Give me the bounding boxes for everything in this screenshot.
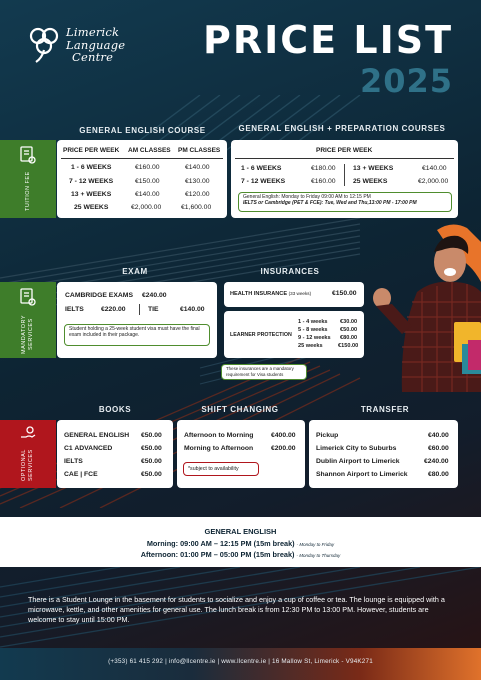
health-insurance-row bbox=[224, 282, 364, 307]
transfer-price: €240.00 bbox=[424, 458, 449, 465]
col-price-per-week: PRICE PER WEEK bbox=[63, 147, 120, 154]
morning-schedule bbox=[0, 539, 481, 548]
table-cell-pm: €140.00 bbox=[185, 164, 210, 171]
class-schedule bbox=[0, 517, 481, 567]
book-price: €50.00 bbox=[141, 471, 162, 478]
learner-row-price: €30.00 bbox=[340, 319, 358, 325]
insurance-table bbox=[224, 282, 364, 358]
book-price: €50.00 bbox=[141, 445, 162, 452]
table-cell-am: €2,000.00 bbox=[131, 204, 162, 211]
insurances-heading: INSURANCES bbox=[260, 267, 320, 276]
health-insurance-price: €150.00 bbox=[332, 290, 357, 297]
exam-price: €240.00 bbox=[142, 292, 167, 299]
prep-courses-table bbox=[231, 140, 458, 218]
document-icon bbox=[19, 145, 37, 165]
table-cell-price: €140.00 bbox=[422, 165, 447, 172]
table-cell-price: €180.00 bbox=[311, 165, 336, 172]
morning-days: - Monday to Friday bbox=[296, 542, 335, 547]
column-divider bbox=[344, 164, 345, 186]
learner-row-price: €80.00 bbox=[340, 335, 358, 341]
books-heading: BOOKS bbox=[98, 405, 132, 414]
optional-services-tab bbox=[0, 420, 56, 488]
shift-changing-table bbox=[177, 420, 305, 488]
exam-price: €220.00 bbox=[101, 306, 126, 313]
afternoon-days: - Monday to Thursday bbox=[296, 553, 341, 558]
mandatory-services-label: MANDATORY SERVICES bbox=[21, 314, 34, 354]
optional-services-label: OPTIONAL SERVICES bbox=[21, 449, 34, 481]
table-cell-am: €150.00 bbox=[135, 178, 160, 185]
transfer-price: €40.00 bbox=[428, 432, 449, 439]
afternoon-schedule bbox=[0, 550, 481, 559]
table-row-label: 25 WEEKS bbox=[74, 204, 109, 211]
table-row-label: 7 - 12 WEEKS bbox=[241, 178, 286, 185]
book-price: €50.00 bbox=[141, 458, 162, 465]
table-cell-pm: €120.00 bbox=[185, 191, 210, 198]
exam-label: IELTS bbox=[65, 306, 84, 313]
table-row-label: 1 - 6 WEEKS bbox=[71, 164, 112, 171]
transfer-label: Shannon Airport to Limerick bbox=[316, 471, 408, 478]
learner-row-label: 9 - 12 weeks bbox=[298, 335, 331, 341]
logo bbox=[26, 24, 136, 70]
book-label: GENERAL ENGLISH bbox=[64, 432, 130, 439]
table-row-label: 1 - 6 WEEKS bbox=[241, 165, 282, 172]
table-row-label: 13 + WEEKS bbox=[71, 191, 112, 198]
exam-price: €140.00 bbox=[180, 306, 205, 313]
table-cell-pm: €130.00 bbox=[185, 178, 210, 185]
shift-price: €400.00 bbox=[271, 432, 296, 439]
shift-changing-heading: SHIFT CHANGING bbox=[201, 405, 279, 414]
transfer-label: Dublin Airport to Limerick bbox=[316, 458, 400, 465]
exam-label: TIE bbox=[148, 306, 159, 313]
availability-note: *subject to availability bbox=[183, 462, 259, 476]
prep-schedule-note bbox=[238, 192, 452, 212]
table-cell-pm: €1,600.00 bbox=[181, 204, 212, 211]
column-divider bbox=[139, 304, 140, 315]
learner-row-price: €150.00 bbox=[338, 343, 359, 349]
learner-row-label: 25 weeks bbox=[298, 343, 323, 349]
general-english-heading: GENERAL ENGLISH COURSE bbox=[79, 126, 206, 135]
student-photo bbox=[362, 222, 481, 392]
transfer-label: Limerick City to Suburbs bbox=[316, 445, 397, 452]
exam-label: CAMBRIDGE EXAMS bbox=[65, 292, 133, 299]
transfer-label: Pickup bbox=[316, 432, 339, 439]
page-year: 2025 bbox=[359, 62, 453, 100]
table-row-label: 7 - 12 WEEKS bbox=[69, 178, 114, 185]
prep-note-line-2: IELTS or Cambridge (PET & FCE): Tue, Wed and Thu,13:00 PM - 17:00 PM bbox=[243, 200, 417, 207]
learner-protection-row bbox=[224, 311, 364, 358]
learner-protection-label: LEARNER PROTECTION bbox=[230, 332, 292, 338]
transfer-price: €80.00 bbox=[428, 471, 449, 478]
student-lounge-text: There is a Student Lounge in the basement for students to socialize and enjoy a cup of coffee or tea. The lounge is equipped with a microwave, kettle, and other amenities for general use. The lunch break is from 12:30 PM to 13:00 PM. However, students are welcome to stay until 15:00 PM. bbox=[28, 595, 445, 624]
logo-wordmark bbox=[66, 26, 125, 64]
tuition-fee-label: TUITION FEE bbox=[24, 171, 31, 211]
table-row-label: 13 + WEEKS bbox=[353, 165, 394, 172]
transfer-heading: TRANSFER bbox=[360, 405, 410, 414]
table-row-label: 25 WEEKS bbox=[353, 178, 388, 185]
morning-hours: Morning: 09:00 AM – 12:15 PM (15m break) bbox=[146, 539, 295, 548]
exam-table bbox=[57, 282, 217, 358]
document-icon bbox=[19, 287, 37, 307]
col-am-classes: AM CLASSES bbox=[128, 147, 171, 154]
health-label-text: HEALTH INSURANCE bbox=[230, 291, 288, 297]
exam-note: Student holding a 25-week student visa must have the final exam included in their package. bbox=[64, 324, 210, 346]
exam-heading: EXAM bbox=[122, 267, 148, 276]
logo-line-2: Language bbox=[66, 37, 126, 52]
contact-info: (+353) 61 415 292 | info@llcentre.ie | www.llcentre.ie | 16 Mallow St, Limerick - V94K271 bbox=[108, 658, 373, 665]
page-title: PRICE LIST bbox=[203, 18, 453, 62]
prep-courses-heading: GENERAL ENGLISH + PREPARATION COURSES bbox=[238, 124, 446, 133]
shift-label: Afternoon to Morning bbox=[184, 432, 254, 439]
prep-note-line-1: General English: Monday to Friday 09:00 AM to 12:15 PM bbox=[243, 194, 371, 200]
health-sub-text: (33 weeks) bbox=[288, 291, 312, 296]
footer bbox=[0, 648, 481, 680]
book-label: C1 ADVANCED bbox=[64, 445, 113, 452]
book-label: IELTS bbox=[64, 458, 83, 465]
tuition-fee-tab bbox=[0, 140, 56, 218]
shamrock-icon bbox=[26, 24, 62, 64]
shift-label: Morning to Afternoon bbox=[184, 445, 254, 452]
book-label: CAE | FCE bbox=[64, 471, 98, 478]
logo-line-3: Centre bbox=[72, 50, 114, 64]
transfer-table bbox=[309, 420, 458, 488]
general-english-table bbox=[57, 140, 227, 218]
mandatory-services-tab bbox=[0, 282, 56, 358]
afternoon-hours: Afternoon: 01:00 PM – 05:00 PM (15m break) bbox=[140, 550, 295, 559]
transfer-price: €60.00 bbox=[428, 445, 449, 452]
shift-price: €200.00 bbox=[271, 445, 296, 452]
book-price: €50.00 bbox=[141, 432, 162, 439]
insurance-note: These insurances are a mandatory requirement for Visa students bbox=[221, 364, 307, 380]
table-cell-price: €160.00 bbox=[311, 178, 336, 185]
table-cell-price: €2,000.00 bbox=[418, 178, 449, 185]
table-cell-am: €140.00 bbox=[135, 191, 160, 198]
learner-row-price: €50.00 bbox=[340, 327, 358, 333]
col-price-per-week: PRICE PER WEEK bbox=[316, 147, 373, 154]
books-table bbox=[57, 420, 173, 488]
learner-row-label: 5 - 8 weeks bbox=[298, 327, 328, 333]
logo-line-1: Limerick bbox=[66, 25, 120, 39]
hand-coin-icon bbox=[19, 425, 37, 441]
col-pm-classes: PM CLASSES bbox=[178, 147, 221, 154]
table-cell-am: €160.00 bbox=[135, 164, 160, 171]
schedule-title: GENERAL ENGLISH bbox=[204, 527, 277, 536]
learner-row-label: 1 - 4 weeks bbox=[298, 319, 328, 325]
health-insurance-label bbox=[230, 291, 311, 297]
